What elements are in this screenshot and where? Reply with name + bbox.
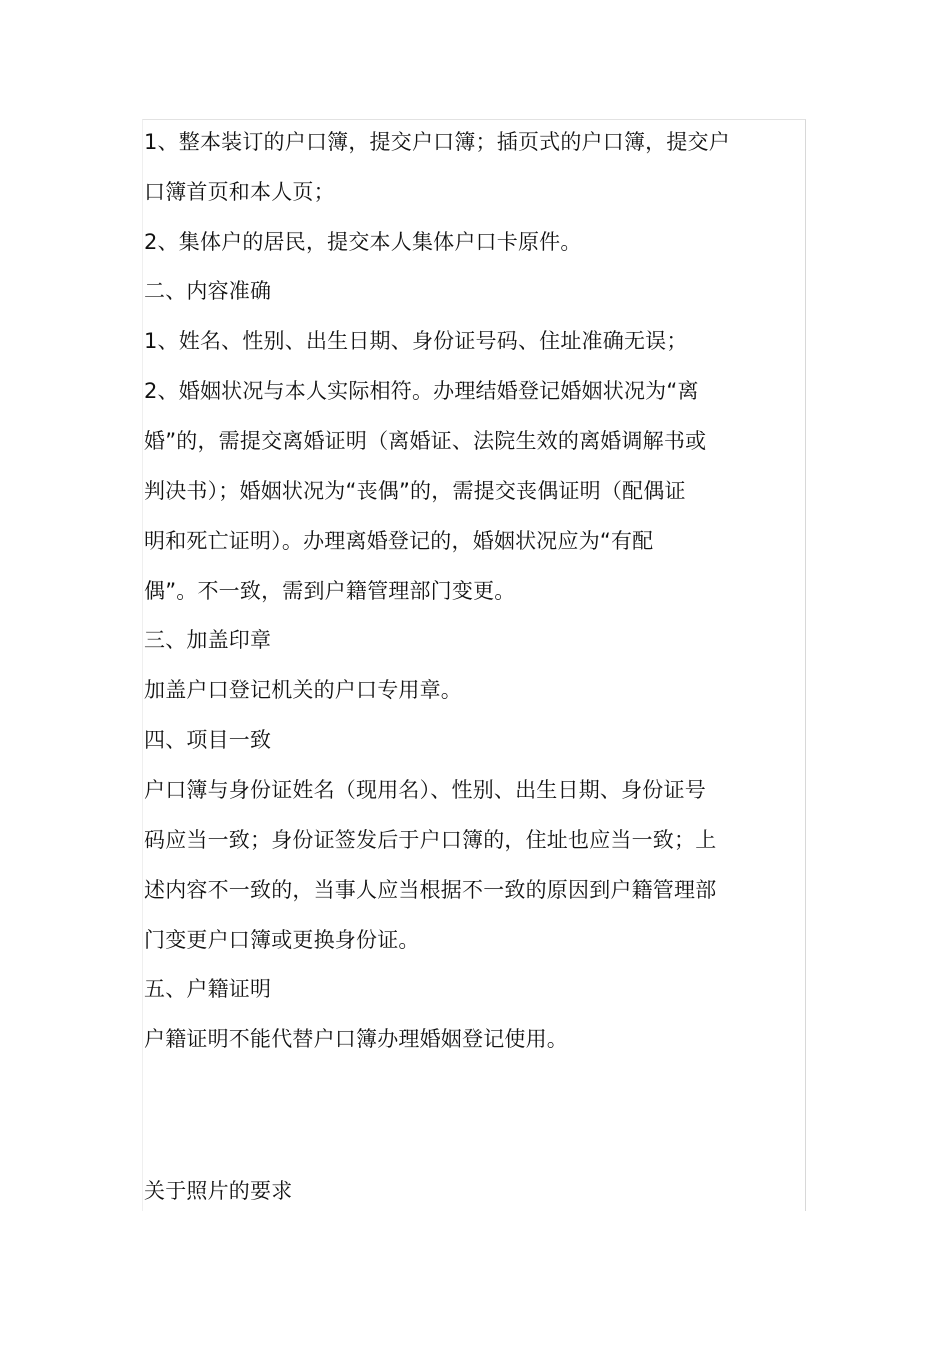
- text-line: 加盖户口登记机关的户口专用章。: [144, 678, 462, 702]
- text-line: 户口簿与身份证姓名（现用名）、性别、出生日期、身份证号: [144, 778, 706, 802]
- text-line: 码应当一致；身份证签发后于户口簿的，住址也应当一致；上: [144, 828, 717, 852]
- text-line: 2、集体户的居民，提交本人集体户口卡原件。: [144, 230, 582, 254]
- text-line: 口簿首页和本人页；: [144, 180, 335, 204]
- section-heading: 五、户籍证明: [144, 977, 272, 1001]
- text-line: 偶”。不一致，需到户籍管理部门变更。: [144, 579, 516, 603]
- section-heading: 四、项目一致: [144, 728, 272, 752]
- text-line: 1、姓名、性别、出生日期、身份证号码、住址准确无误；: [144, 329, 688, 353]
- text-line: 户籍证明不能代替户口簿办理婚姻登记使用。: [144, 1027, 568, 1051]
- text-line: 婚”的，需提交离婚证明（离婚证、法院生效的离婚调解书或: [144, 429, 707, 453]
- text-line: 述内容不一致的，当事人应当根据不一致的原因到户籍管理部: [144, 878, 717, 902]
- text-line: 判决书）；婚姻状况为“丧偶”的，需提交丧偶证明（配偶证: [144, 479, 686, 503]
- section-heading: 三、加盖印章: [144, 628, 272, 652]
- section-heading: 关于照片的要求: [144, 1179, 293, 1203]
- text-line: 门变更户口簿或更换身份证。: [144, 928, 420, 952]
- text-line: 1、整本装订的户口簿，提交户口簿；插页式的户口簿，提交户: [144, 130, 730, 154]
- text-line: 2、婚姻状况与本人实际相符。办理结婚登记婚姻状况为“离: [144, 379, 699, 403]
- section-heading: 二、内容准确: [144, 279, 272, 303]
- text-line: 明和死亡证明）。办理离婚登记的，婚姻状况应为“有配: [144, 529, 654, 553]
